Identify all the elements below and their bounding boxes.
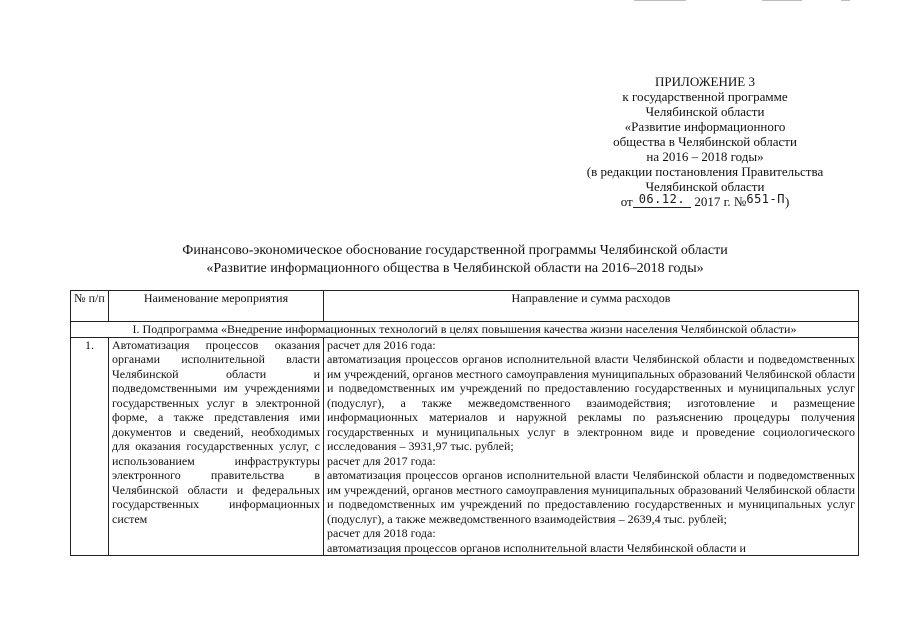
activity-name: Автоматизация процессов оказания органами исполнительной власти Челябинской области и подведомственными им учреждениями государственных услуг в электронной форме, а также представления ими документов и сведений, необходимых для оказания государственных услуг, с использованием инфраструктуры электронного правительства в Челябинской области и федеральных государственных информационных систем	[109, 337, 324, 556]
subprogram-row	[71, 322, 859, 338]
subprogram-label: I. Подпрограмма «Внедрение информационных технологий в целях повышения качества жизни населения Челябинской области»	[71, 322, 859, 338]
expense-paragraph: автоматизация процессов органов исполнительной власти Челябинской области и подведомственных им учреждений, органов местного самоуправления муниципальных образований Челябинской области и подведомственных им учреждений по предоставлению государственных и муниципальных услуг (подуслуг), а также межведомственного взаимодействия; изготовление и размещение информационных материалов и наружной рекламы по разъяснению процедуры получения государственных и муниципальных услуг в электронном виде и проведение социологического исследования – 3931,97 тыс. рублей;	[327, 352, 855, 453]
expense-paragraph: автоматизация процессов органов исполнительной власти Челябинской области и подведомственных им учреждений, органов местного самоуправления муниципальных образований Челябинской области и подведомственных им учреждений по предоставлению государственных и муниципальных услуг (подуслуг), а также межведомственного взаимодействия – 2639,4 тыс. рублей;	[327, 468, 855, 526]
column-header-number: № п/п	[71, 291, 109, 322]
table-row	[71, 337, 859, 556]
amendment-prefix: от	[620, 194, 633, 209]
appendix-line: Челябинской области	[645, 179, 765, 194]
amendment-year: 2017 г. №	[694, 194, 747, 209]
appendix-line: на 2016 – 2018 годы»	[646, 149, 764, 164]
expense-paragraph: автоматизация процессов органов исполнительной власти Челябинской области и	[327, 540, 746, 555]
appendix-line: Челябинской области	[645, 104, 765, 119]
handwritten-number: 651-П	[746, 192, 785, 206]
expense-year-heading: расчет для 2017 года:	[327, 453, 436, 468]
appendix-line: «Развитие информационного	[624, 119, 786, 134]
scan-edge-mark	[634, 0, 686, 1]
scan-edge-mark	[841, 0, 850, 1]
scan-edge-mark	[762, 0, 802, 1]
expense-year-heading: расчет для 2016 года:	[327, 337, 436, 352]
title-line-1: Финансово-экономическое обоснование государственной программы Челябинской области	[182, 243, 728, 258]
appendix-line: (в редакции постановления Правительства	[586, 164, 824, 179]
expense-year-heading: расчет для 2018 года:	[327, 526, 436, 540]
document-title	[60, 242, 850, 278]
column-header-name: Наименование мероприятия	[109, 291, 324, 322]
table-header-row	[71, 291, 859, 322]
row-number: 1.	[71, 337, 109, 556]
appendix-line: к государственной программе	[622, 89, 788, 104]
appendix-line: общества в Челябинской области	[613, 134, 797, 149]
expense-direction	[324, 337, 859, 556]
amendment-line	[540, 194, 870, 211]
financial-table	[70, 290, 859, 556]
column-header-direction: Направление и сумма расходов	[324, 291, 859, 322]
appendix-header	[540, 74, 870, 211]
amendment-suffix: )	[784, 194, 790, 209]
appendix-label: ПРИЛОЖЕНИЕ 3	[655, 74, 755, 89]
title-line-2: «Развитие информационного общества в Челябинской области на 2016–2018 годы»	[206, 261, 704, 276]
handwritten-date: 06.12.	[633, 192, 691, 208]
